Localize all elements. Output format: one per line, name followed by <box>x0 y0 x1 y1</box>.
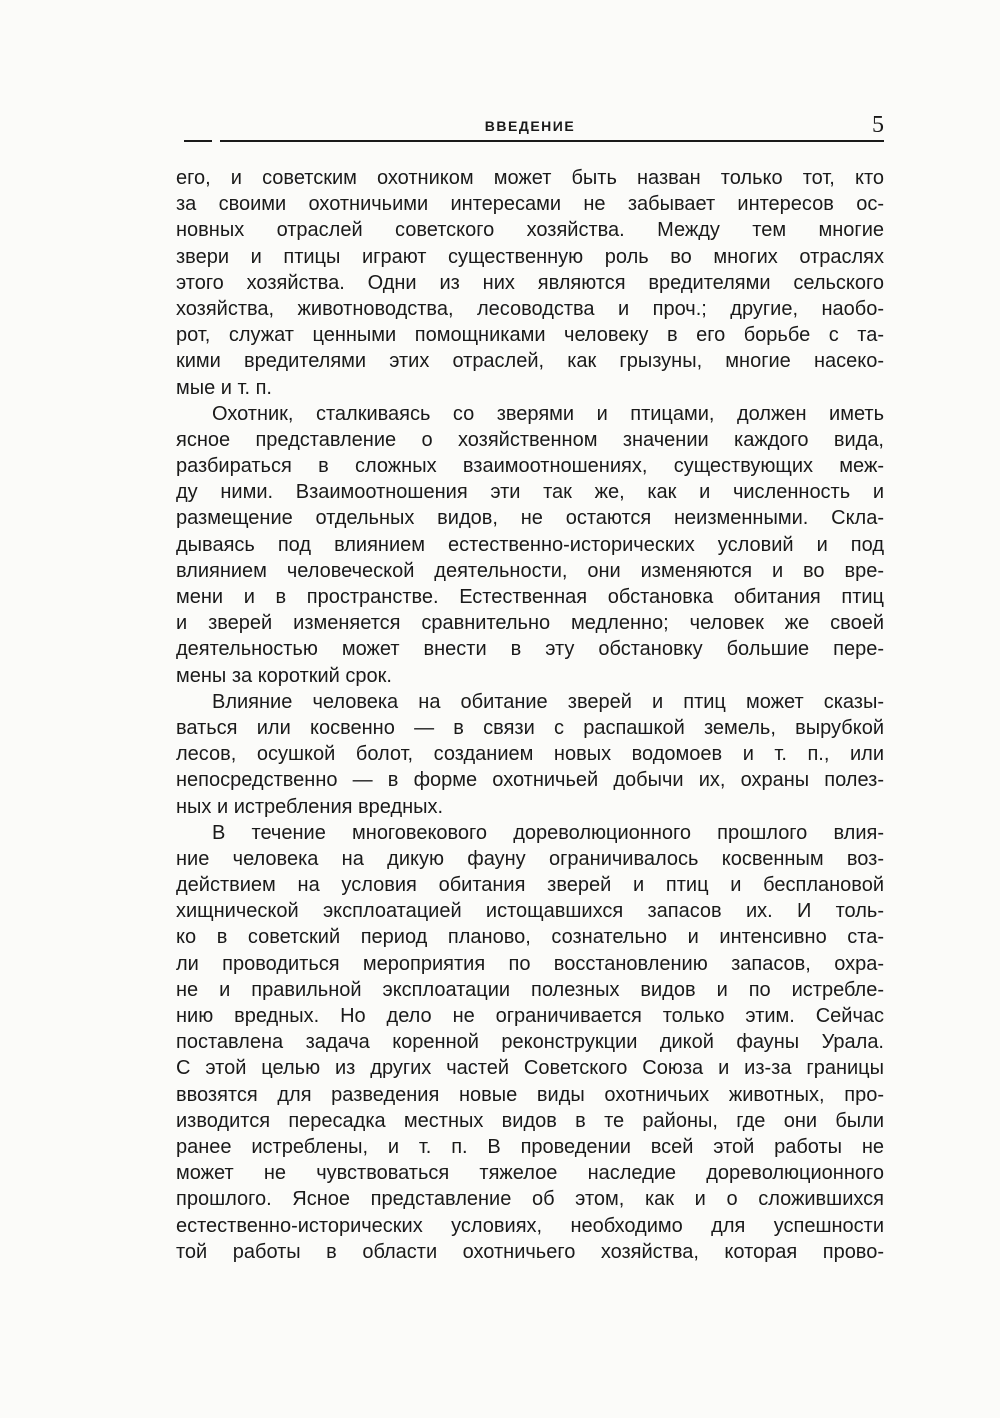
text-line: Влияние человека на обитание зверей и птиц может сказы- <box>212 690 884 713</box>
text-line: нию вредных. Но дело не ограничивается только этим. Сейчас <box>176 1005 884 1027</box>
paragraph <box>176 689 884 820</box>
text-line: кими вредителями этих отраслей, как грызуны, многие насеко- <box>176 350 884 373</box>
text-line: Охотник, сталкиваясь со зверями и птицами, должен иметь <box>212 402 884 425</box>
text-line: этого хозяйства. Одни из них являются вредителями сельского <box>176 271 884 294</box>
text-line: естественно-исторических условиях, необходимо для успешности <box>176 1214 884 1237</box>
text-line: деятельностью может внести в эту обстановку большие пере- <box>176 638 884 661</box>
running-header <box>176 114 884 144</box>
paragraph <box>176 401 884 689</box>
text-line: его, и советским охотником может быть назван только тот, кто <box>176 167 884 189</box>
text-line: ду ними. Взаимоотношения эти так же, как и численность и <box>176 481 884 504</box>
text-line: хищнической эксплоатацией истощавшихся запасов их. И толь- <box>176 900 884 923</box>
text-line: ввозятся для разведения новые виды охотничьих животных, про- <box>176 1083 884 1106</box>
text-line: и зверей изменяется сравнительно медленно; человек же своей <box>176 612 884 635</box>
text-line: В течение многовекового дореволюционного прошлого влия- <box>212 821 884 844</box>
page-number: 5 <box>872 112 884 138</box>
header-rule-short <box>184 140 212 142</box>
text-line: мены за короткий срок. <box>176 664 392 687</box>
text-line: может не чувствоваться тяжелое наследие дореволюционного <box>176 1162 884 1185</box>
chapter-title: ВВЕДЕНИЕ <box>484 118 576 134</box>
text-line: ваться или косвенно — в связи с распашкой земель, вырубкой <box>176 716 884 739</box>
text-line: размещение отдельных видов, не остаются неизменными. Скла- <box>176 507 884 530</box>
text-line: С этой целью из других частей Советского Союза и из-за границы <box>176 1057 884 1080</box>
text-line: ных и истребления вредных. <box>176 795 444 818</box>
book-page <box>176 114 884 1265</box>
text-line: изводится пересадка местных видов в те районы, где они были <box>176 1109 884 1132</box>
text-line: лесов, осушкой болот, созданием новых водомоев и т. п., или <box>176 743 884 766</box>
text-line: за своими охотничьими интересами не забывает интересов ос- <box>176 193 884 216</box>
text-line: хозяйства, животноводства, лесоводства и проч.; другие, наобо- <box>176 297 884 320</box>
text-line: разбираться в сложных взаимоотношениях, существующих меж- <box>176 455 884 478</box>
text-line: поставлена задача коренной реконструкции дикой фауны Урала. <box>176 1031 884 1054</box>
text-line: ясное представление о хозяйственном значении каждого вида, <box>176 428 884 451</box>
text-line: влиянием человеческой деятельности, они изменяются и во вре- <box>176 559 884 582</box>
text-line: рот, служат ценными помощниками человеку в его борьбе с та- <box>176 324 884 347</box>
text-line: непосредственно — в форме охотничьей добычи их, охраны полез- <box>176 769 884 792</box>
text-line: ли проводиться мероприятия по восстановлению запасов, охра- <box>176 952 884 975</box>
text-line: ние человека на дикую фауну ограничивалось косвенным воз- <box>176 847 884 870</box>
text-line: мые и т. п. <box>176 376 272 399</box>
paragraph <box>176 165 884 401</box>
body-text <box>176 165 884 1265</box>
text-line: не и правильной эксплоатации полезных видов и по истребле- <box>176 978 884 1001</box>
text-line: звери и птицы играют существенную роль во многих отраслях <box>176 245 884 268</box>
header-rule <box>220 140 884 142</box>
text-line: ранее истреблены, и т. п. В проведении всей этой работы не <box>176 1135 884 1158</box>
text-line: той работы в области охотничьего хозяйства, которая прово- <box>176 1240 884 1263</box>
text-line: мени и в пространстве. Естественная обстановка обитания птиц <box>176 586 884 608</box>
text-line: дываясь под влиянием естественно-исторических условий и под <box>176 533 884 556</box>
text-line: новных отраслей советского хозяйства. Между тем многие <box>176 219 884 242</box>
text-line: прошлого. Ясное представление об этом, как и о сложившихся <box>176 1188 884 1211</box>
paragraph <box>176 820 884 1265</box>
text-line: действием на условия обитания зверей и птиц и бесплановой <box>176 874 884 897</box>
text-line: ко в советский период планово, сознательно и интенсивно ста- <box>176 926 884 949</box>
